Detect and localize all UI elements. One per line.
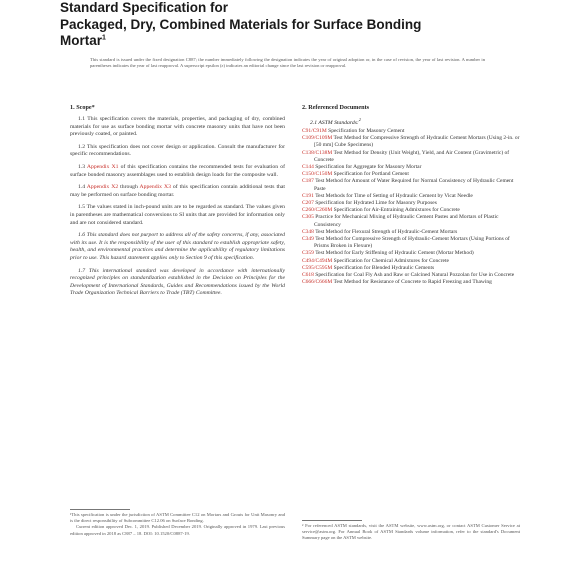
reference-item [302,258,520,265]
reference-title: Practice for Mechanical Mixing of Hydraulic Cement Pastes and Mortars of Plastic Consistency [313,214,499,228]
footnote-rule-left [70,509,130,510]
footnote-2: ² For referenced ASTM standards, visit the ASTM website, www.astm.org, or contact ASTM Customer Service at service@astm.org. For Annual Book of ASTM Standards volume information, refer to the standard's Document Summary page on the ASTM website. [302,523,520,541]
title-line-2: Packaged, Dry, Combined Materials for Surface Bonding [60,16,422,32]
reference-title: Specification for Chemical Admixtures for Concrete [332,257,449,264]
scope-para-1-2: 1.2 This specification does not cover design or application. Consult the manufacturer for specific recommendations. [70,143,285,158]
title-line-1: Standard Specification for [60,0,229,15]
reference-title: Specification for Hydrated Lime for Masonry Purposes [313,199,437,206]
reference-code-link[interactable]: C494/C494M [302,257,333,264]
reference-item [302,279,520,286]
footnote-1: ¹This specification is under the jurisdiction of ASTM Committee C12 on Mortars and Grouts for Unit Masonry and is the direct responsibility of Subcommittee C12.06 on Surface Bonding. [70,512,285,524]
reference-title: Test Methods for Time of Setting of Hydraulic Cement by Vicat Needle [313,192,473,199]
reference-code-link[interactable]: C348 [302,228,314,235]
reference-item [302,265,520,272]
reference-code-link[interactable]: C138/C138M [302,149,333,156]
reference-code-link[interactable]: C91/C91M [302,127,327,134]
reference-title: Test Method for Density (Unit Weight), Yield, and Air Content (Gravimetric) of Concrete [314,149,510,163]
document-title [60,0,520,50]
reference-code-link[interactable]: C305 [302,214,314,221]
reference-code-link[interactable]: C150/C150M [302,171,333,178]
reference-list [302,128,520,286]
reference-code-link[interactable]: C187 [302,178,314,185]
scope-para-1-3: 1.3 Appendix X1 of this specification contains the recommended tests for evaluation of surface bonded masonry assemblages used to establish design loads for the composite wall. [70,163,285,178]
scope-para-1-7: 1.7 This international standard was developed in accordance with internationally recognized principles on standardization established in the Decision on Principles for the Development of International Standards, Guides and Recommendations issued by the World Trade Organization Technical Barriers to Trade (TBT) Committee. [70,267,285,297]
title-line-3: Mortar$^1$ [60,33,106,48]
reference-code-link[interactable]: C359 [302,250,314,257]
reference-code-link[interactable]: C595/C595M [302,264,333,271]
appendix-x1-link[interactable]: Appendix X1 [86,163,119,170]
reference-code-link[interactable]: C207 [302,199,314,206]
scope-para-1-1: 1.1 This specification covers the materials, properties, and packaging of dry, combined materials for use as surface bonding mortar with concrete masonry units that have not been previously coated, or painted. [70,116,285,138]
reference-item [302,135,520,149]
footnote-rule-right [302,520,362,521]
reference-title: Test Method for Amount of Water Required for Normal Consistency of Hydraulic Cement Paste [313,178,514,192]
footnote-left [70,512,285,537]
reference-item [302,229,520,236]
reference-code-link[interactable]: C144 [302,163,314,170]
reference-title: Test Method for Flexural Strength of Hydraulic-Cement Mortars [313,228,458,235]
reference-item [302,250,520,257]
title-footnote-marker: 1 [102,34,106,42]
reference-title: Specification for Aggregate for Masonry Mortar [313,163,422,170]
reference-item [302,150,520,164]
designation-notice: This standard is issued under the fixed designation C887; the number immediately following the designation indicates the year of original adoption or, in the case of revision, the year of last revision. A number in parentheses indicates the year of last reapproval. A superscript epsilon (ε) indicates an editorial change since the last revision or reapproval. [90,57,485,69]
reference-title: Specification for Portland Cement [332,171,409,178]
scope-para-1-6: 1.6 This standard does not purport to address all of the safety concerns, if any, associated with its use. It is the responsibility of the user of this standard to establish appropriate safety, health, and environmental practices and determine the applicability of regulatory limitations prior to use. This hazard statement applies only to Section 9 of this specification. [70,232,285,261]
reference-title: Specification for Coal Fly Ash and Raw or Calcined Natural Pozzolan for Use in Concrete [313,271,515,278]
reference-item [302,236,520,250]
appendix-x3-link[interactable]: Appendix X3 [139,184,171,191]
scope-para-1-5: 1.5 The values stated in inch-pound units are to be regarded as standard. The values given in parentheses are mathematical conversions to SI units that are provided for information only and are not considered standard. [70,204,285,226]
reference-item [302,214,520,228]
left-column [70,103,285,303]
reference-title: Test Method for Early Stiffening of Hydraulic Cement (Mortar Method) [313,250,474,257]
reference-code-link[interactable]: C666/C666M [302,279,333,286]
reference-title: Test Method for Compressive Strength of Hydraulic Cement Mortars (Using 2-in. or [50 mm] Cube Specimens) [314,135,520,149]
reference-title: Specification for Air-Entraining Admixtures for Concrete [332,207,460,214]
reference-item [302,193,520,200]
right-column [302,103,520,286]
referenced-documents-heading: 2. Referenced Documents [302,104,370,111]
reference-item [302,128,520,135]
scope-para-1-4: 1.4 Appendix X2 through Appendix X3 of this specification contain additional tests that may be performed on surface bonding mortar. [70,184,285,198]
reference-code-link[interactable]: C260/C260M [302,207,333,214]
reference-title: Test Method for Resistance of Concrete to Rapid Freezing and Thawing [332,279,492,286]
reference-code-link[interactable]: C109/C109M [302,135,333,142]
reference-title: Specification for Blended Hydraulic Cements [332,264,435,271]
astm-standards-subheading: 2.1 ASTM Standards:$^2$ [310,117,361,126]
footnote-edition: Current edition approved Dec. 1, 2019. Published December 2019. Originally approved in 1979. Last previous edition approved in 2018 as C887 – 18. DOI: 10.1520/C0887-19. [70,524,285,536]
appendix-x2-link[interactable]: Appendix X2 [86,184,119,191]
reference-title: Specification for Masonry Cement [326,127,405,134]
scope-heading: 1. Scope* [70,104,95,111]
reference-code-link[interactable]: C349 [302,235,314,242]
reference-code-link[interactable]: C618 [302,271,314,278]
reference-title: Test Method for Compressive Strength of Hydraulic-Cement Mortars (Using Portions of Prisms Broken in Flexure) [313,235,510,250]
reference-item [302,178,520,192]
reference-code-link[interactable]: C191 [302,192,314,199]
